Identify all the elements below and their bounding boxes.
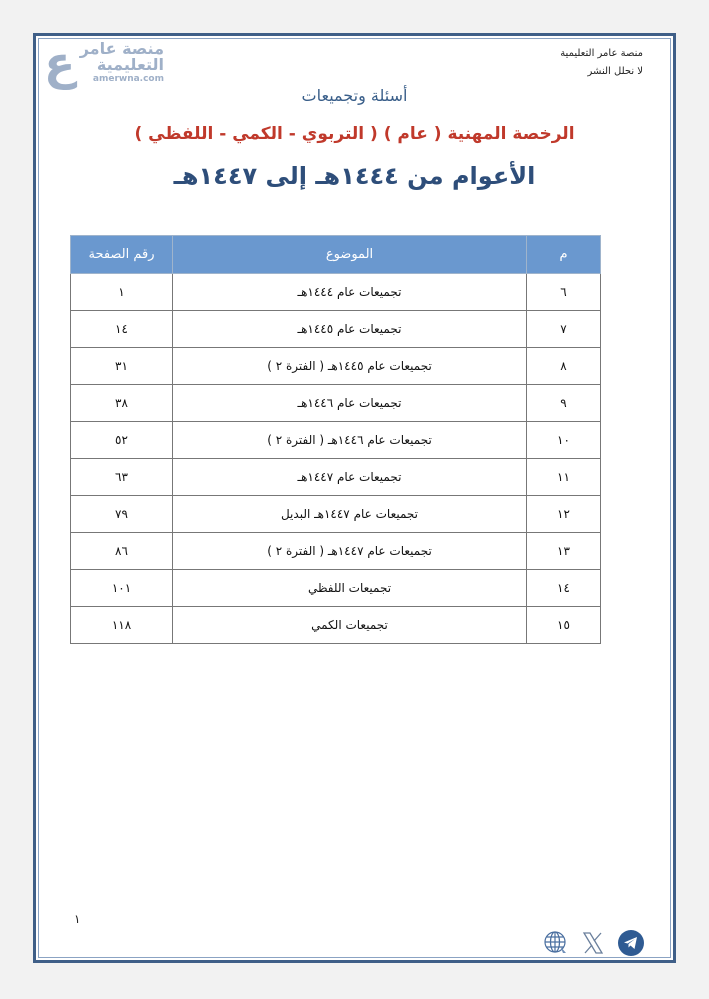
row-num: ١٤ xyxy=(527,570,601,607)
row-topic: تجميعات عام ١٤٤٧هـ ( الفترة ٢ ) xyxy=(173,533,527,570)
logo xyxy=(44,36,164,90)
row-page: ١ xyxy=(71,274,173,311)
header-note xyxy=(560,45,643,81)
header-line1: منصة عامر التعليمية xyxy=(560,48,643,59)
main-title: الأعوام من ١٤٤٤هـ إلى ١٤٤٧هـ xyxy=(173,162,536,190)
document-page xyxy=(33,33,676,963)
row-num: ٨ xyxy=(527,348,601,385)
row-topic: تجميعات الكمي xyxy=(173,607,527,644)
table-row xyxy=(71,311,601,348)
header-line2: لا نحلل النشر xyxy=(587,66,643,77)
table-row xyxy=(71,385,601,422)
table-row xyxy=(71,348,601,385)
row-page: ٣١ xyxy=(71,348,173,385)
footer-icons xyxy=(543,929,645,957)
row-num: ٦ xyxy=(527,274,601,311)
logo-line2: التعليمية xyxy=(96,55,164,74)
subtitle: أسئلة وتجميعات xyxy=(301,86,408,105)
table-row xyxy=(71,422,601,459)
header-page: رقم الصفحة xyxy=(71,236,173,274)
logo-url: amerwna.com xyxy=(92,74,164,84)
row-topic: تجميعات عام ١٤٤٧هـ البديل xyxy=(173,496,527,533)
x-icon[interactable] xyxy=(581,931,605,955)
row-page: ١١٨ xyxy=(71,607,173,644)
row-page: ٣٨ xyxy=(71,385,173,422)
logo-mark: ع xyxy=(44,36,76,90)
row-topic: تجميعات اللفظي xyxy=(173,570,527,607)
row-num: ١٢ xyxy=(527,496,601,533)
row-topic: تجميعات عام ١٤٤٧هـ xyxy=(173,459,527,496)
row-page: ١٤ xyxy=(71,311,173,348)
table-row xyxy=(71,496,601,533)
row-topic: تجميعات عام ١٤٤٥هـ xyxy=(173,311,527,348)
row-topic: تجميعات عام ١٤٤٥هـ ( الفترة ٢ ) xyxy=(173,348,527,385)
table-row xyxy=(71,533,601,570)
row-page: ٧٩ xyxy=(71,496,173,533)
table-row xyxy=(71,607,601,644)
row-num: ١٣ xyxy=(527,533,601,570)
header-topic: الموضوع xyxy=(173,236,527,274)
row-page: ٥٢ xyxy=(71,422,173,459)
row-num: ١١ xyxy=(527,459,601,496)
row-num: ٧ xyxy=(527,311,601,348)
table-row xyxy=(71,459,601,496)
table-header-row xyxy=(71,236,601,274)
telegram-icon[interactable] xyxy=(617,929,645,957)
row-num: ١٥ xyxy=(527,607,601,644)
row-num: ٩ xyxy=(527,385,601,422)
globe-icon[interactable] xyxy=(543,930,569,956)
red-title: الرخصة المهنية ( عام ) ( التربوي - الكمي - اللفظي ) xyxy=(134,124,575,144)
row-topic: تجميعات عام ١٤٤٤هـ xyxy=(173,274,527,311)
table-row xyxy=(71,570,601,607)
row-topic: تجميعات عام ١٤٤٦هـ ( الفترة ٢ ) xyxy=(173,422,527,459)
row-num: ١٠ xyxy=(527,422,601,459)
row-page: ٨٦ xyxy=(71,533,173,570)
header-num: م xyxy=(527,236,601,274)
table-row xyxy=(71,274,601,311)
row-page: ١٠١ xyxy=(71,570,173,607)
row-topic: تجميعات عام ١٤٤٦هـ xyxy=(173,385,527,422)
logo-line1: منصة عامر xyxy=(79,39,164,58)
contents-table xyxy=(70,235,601,644)
page-number: ١ xyxy=(74,912,81,926)
row-page: ٦٣ xyxy=(71,459,173,496)
